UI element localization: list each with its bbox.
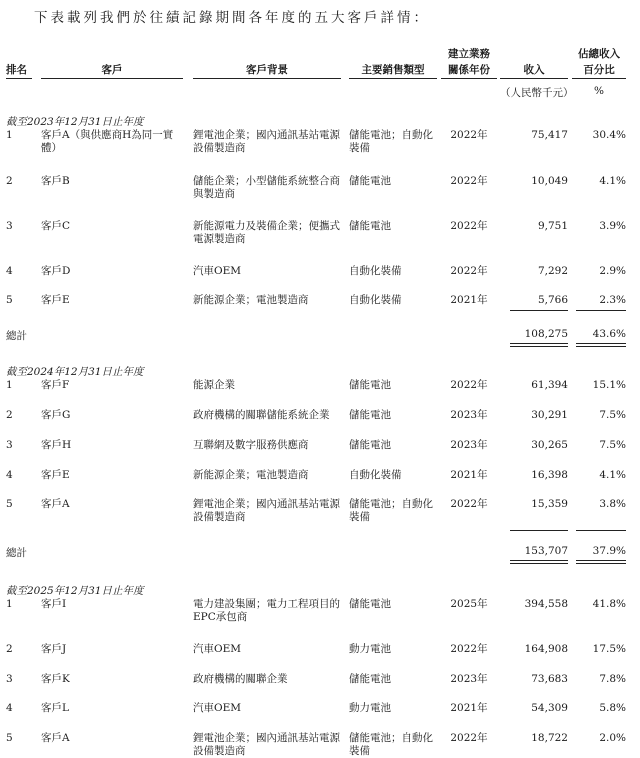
- rank-cell: 5: [6, 294, 13, 306]
- year-cell: 2023年: [450, 409, 488, 421]
- background-cell: 鋰電池企業；國內通訊基站電源設備製造商: [193, 498, 340, 523]
- header-pct-line2: 百分比: [583, 64, 615, 76]
- revenue-cell: 9,751: [537, 220, 568, 232]
- sales-type-cell: 自動化裝備: [349, 265, 402, 277]
- background-cell: 鋰電池企業；國內通訊基站電源設備製造商: [193, 732, 340, 757]
- pct-cell: 41.8%: [592, 598, 626, 610]
- subtotal-line: [510, 530, 568, 531]
- customer-cell: 客戶H: [41, 439, 72, 451]
- subtotal-line: [576, 530, 626, 531]
- customer-cell: 客戶L: [41, 702, 69, 714]
- customer-cell: 客戶E: [41, 469, 70, 481]
- revenue-cell: 75,417: [531, 129, 568, 141]
- pct-unit: %: [594, 85, 604, 97]
- year-cell: 2025年: [450, 598, 488, 610]
- revenue-cell: 18,722: [531, 732, 568, 744]
- revenue-cell: 73,683: [531, 673, 568, 685]
- year-cell: 2023年: [450, 439, 488, 451]
- period-title: 截至2024年12月31日止年度: [6, 366, 144, 378]
- pct-cell: 4.1%: [599, 469, 626, 481]
- header-customer: 客戶: [101, 64, 123, 76]
- year-cell: 2022年: [450, 498, 488, 510]
- background-cell: 儲能企業；小型儲能系統整合商與製造商: [193, 175, 340, 200]
- header-customer-underline: [41, 78, 183, 79]
- revenue-cell: 164,908: [524, 643, 568, 655]
- background-cell: 電力建設集團；電力工程項目的EPC承包商: [193, 598, 340, 623]
- pct-cell: 17.5%: [592, 643, 626, 655]
- total-pct: 43.6%: [592, 328, 626, 340]
- customer-cell: 客戶B: [41, 175, 70, 187]
- header-pct-underline: [572, 78, 626, 79]
- pct-cell: 2.0%: [599, 732, 626, 744]
- rank-cell: 3: [6, 220, 13, 232]
- background-cell: 新能源電力及裝備企業；便攜式電源製造商: [193, 220, 340, 245]
- intro-text: 下表載列我們於往績記錄期間各年度的五大客戶詳情：: [34, 10, 430, 26]
- revenue-unit: （人民幣千元）: [500, 87, 574, 99]
- total-label: 總計: [6, 547, 27, 559]
- customer-cell: 客戶E: [41, 294, 70, 306]
- sales-type-cell: 儲能電池: [349, 673, 391, 685]
- pct-cell: 4.1%: [599, 175, 626, 187]
- pct-cell: 3.9%: [599, 220, 626, 232]
- customer-cell: 客戶K: [41, 673, 70, 685]
- customer-cell: 客戶G: [41, 409, 71, 421]
- header-revenue: 收入: [523, 64, 545, 76]
- customer-cell: 客戶C: [41, 220, 71, 232]
- year-cell: 2022年: [450, 175, 488, 187]
- rank-cell: 2: [6, 175, 13, 187]
- year-cell: 2021年: [450, 702, 488, 714]
- header-background-underline: [193, 78, 341, 79]
- sales-type-cell: 自動化裝備: [349, 294, 402, 306]
- sales-type-cell: 儲能電池；自動化裝備: [349, 129, 433, 154]
- header-year-underline: [441, 78, 497, 79]
- year-cell: 2021年: [450, 469, 488, 481]
- background-cell: 汽車OEM: [193, 702, 242, 714]
- sales-type-cell: 儲能電池: [349, 598, 391, 610]
- sales-type-cell: 儲能電池: [349, 439, 391, 451]
- header-sales-type: 主要銷售類型: [361, 64, 425, 76]
- background-cell: 新能源企業；電池製造商: [193, 469, 309, 481]
- rank-cell: 2: [6, 643, 13, 655]
- background-cell: 汽車OEM: [193, 643, 242, 655]
- total-double-underline: [576, 560, 626, 564]
- sales-type-cell: 儲能電池；自動化裝備: [349, 732, 433, 757]
- sales-type-cell: 儲能電池: [349, 409, 391, 421]
- background-cell: 新能源企業；電池製造商: [193, 294, 309, 306]
- header-pct-line1: 佔總收入: [578, 48, 620, 60]
- header-year-line1: 建立業務: [448, 48, 490, 60]
- background-cell: 政府機構的關聯企業: [193, 673, 288, 685]
- sales-type-cell: 自動化裝備: [349, 469, 402, 481]
- rank-cell: 3: [6, 439, 13, 451]
- revenue-cell: 30,291: [531, 409, 568, 421]
- year-cell: 2021年: [450, 294, 488, 306]
- revenue-cell: 61,394: [531, 379, 568, 391]
- customer-cell: 客戶A（與供應商H為同一實體）: [41, 129, 174, 154]
- background-cell: 鋰電池企業；國內通訊基站電源設備製造商: [193, 129, 340, 154]
- header-revenue-underline: [500, 78, 568, 79]
- sales-type-cell: 動力電池: [349, 702, 391, 714]
- header-year-line2: 關係年份: [448, 64, 490, 76]
- customer-cell: 客戶A: [41, 732, 70, 744]
- customer-cell: 客戶I: [41, 598, 67, 610]
- header-sales-type-underline: [349, 78, 437, 79]
- total-double-underline: [510, 343, 568, 347]
- header-background: 客戶背景: [246, 64, 288, 76]
- rank-cell: 1: [6, 598, 13, 610]
- revenue-cell: 394,558: [524, 598, 568, 610]
- revenue-cell: 10,049: [531, 175, 568, 187]
- customer-cell: 客戶J: [41, 643, 67, 655]
- pct-cell: 7.8%: [599, 673, 626, 685]
- background-cell: 能源企業: [193, 379, 235, 391]
- rank-cell: 3: [6, 673, 13, 685]
- pct-cell: 30.4%: [592, 129, 626, 141]
- header-rank-underline: [6, 78, 32, 79]
- header-rank: 排名: [6, 64, 27, 76]
- pct-cell: 2.9%: [599, 265, 626, 277]
- rank-cell: 4: [6, 469, 13, 481]
- rank-cell: 5: [6, 732, 13, 744]
- subtotal-line: [576, 310, 626, 311]
- year-cell: 2022年: [450, 129, 488, 141]
- total-label: 總計: [6, 330, 27, 342]
- revenue-cell: 7,292: [537, 265, 568, 277]
- year-cell: 2023年: [450, 673, 488, 685]
- pct-cell: 7.5%: [599, 409, 626, 421]
- revenue-cell: 54,309: [531, 702, 568, 714]
- rank-cell: 4: [6, 265, 13, 277]
- customer-cell: 客戶D: [41, 265, 71, 277]
- pct-cell: 5.8%: [599, 702, 626, 714]
- customer-cell: 客戶F: [41, 379, 70, 391]
- pct-cell: 15.1%: [592, 379, 626, 391]
- rank-cell: 1: [6, 129, 13, 141]
- rank-cell: 2: [6, 409, 13, 421]
- customer-cell: 客戶A: [41, 498, 70, 510]
- rank-cell: 5: [6, 498, 13, 510]
- pct-cell: 3.8%: [599, 498, 626, 510]
- year-cell: 2022年: [450, 265, 488, 277]
- revenue-cell: 30,265: [531, 439, 568, 451]
- year-cell: 2022年: [450, 220, 488, 232]
- total-pct: 37.9%: [592, 545, 626, 557]
- period-title: 截至2025年12月31日止年度: [6, 585, 144, 597]
- total-double-underline: [576, 343, 626, 347]
- total-revenue: 108,275: [524, 328, 568, 340]
- total-revenue: 153,707: [524, 545, 568, 557]
- revenue-cell: 16,398: [531, 469, 568, 481]
- sales-type-cell: 儲能電池: [349, 175, 391, 187]
- sales-type-cell: 儲能電池: [349, 379, 391, 391]
- year-cell: 2022年: [450, 643, 488, 655]
- sales-type-cell: 儲能電池: [349, 220, 391, 232]
- rank-cell: 4: [6, 702, 13, 714]
- background-cell: 互聯網及數字服務供應商: [193, 439, 309, 451]
- revenue-cell: 15,359: [531, 498, 568, 510]
- pct-cell: 7.5%: [599, 439, 626, 451]
- sales-type-cell: 動力電池: [349, 643, 391, 655]
- year-cell: 2022年: [450, 732, 488, 744]
- subtotal-line: [510, 310, 568, 311]
- pct-cell: 2.3%: [599, 294, 626, 306]
- rank-cell: 1: [6, 379, 13, 391]
- period-title: 截至2023年12月31日止年度: [6, 116, 144, 128]
- background-cell: 政府機構的關聯儲能系統企業: [193, 409, 330, 421]
- background-cell: 汽車OEM: [193, 265, 242, 277]
- revenue-cell: 5,766: [537, 294, 568, 306]
- year-cell: 2022年: [450, 379, 488, 391]
- total-double-underline: [510, 560, 568, 564]
- sales-type-cell: 儲能電池；自動化裝備: [349, 498, 433, 523]
